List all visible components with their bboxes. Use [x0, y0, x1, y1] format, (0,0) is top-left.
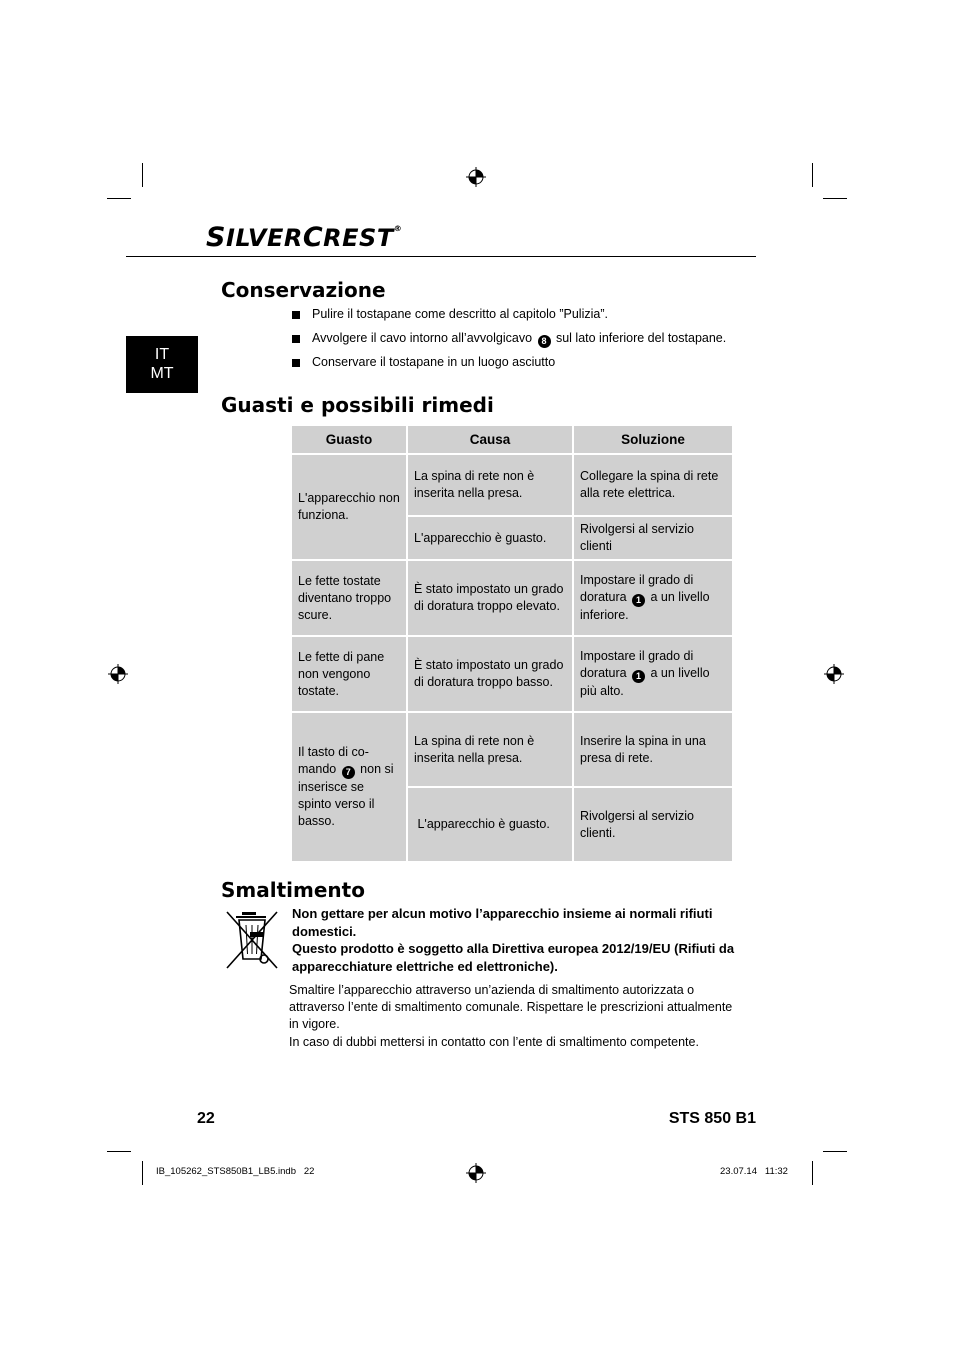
language-code-it: IT	[154, 346, 170, 363]
crop-mark	[812, 1161, 813, 1185]
troubleshooting-table	[290, 424, 734, 863]
crop-mark	[823, 1151, 847, 1152]
language-code-mt: MT	[150, 365, 174, 382]
cell-soluzione: Collegare la spina di rete alla rete elettrica.	[573, 454, 733, 516]
cell-causa: L'apparecchio è guasto.	[407, 516, 573, 560]
cell-guasto: Le fette tostate diventano troppo scure.	[291, 560, 407, 636]
section-title-conservazione: Conservazione	[221, 278, 386, 302]
table-header-row	[291, 425, 733, 454]
cell-soluzione: Rivolgersi al servizio clienti.	[573, 787, 733, 862]
brand-logo	[206, 222, 402, 253]
section-title-smaltimento: Smaltimento	[221, 878, 365, 902]
crop-mark	[812, 163, 813, 187]
part-number-badge: 8	[538, 335, 551, 348]
section-title-guasti: Guasti e possibili rimedi	[221, 393, 494, 417]
table-row	[291, 560, 733, 636]
crossed-out-wheelie-bin-icon	[222, 908, 284, 970]
part-number-badge: 7	[342, 766, 355, 779]
cell-causa: È stato impostato un grado di doratura troppo basso.	[407, 636, 573, 712]
registration-target-icon	[108, 664, 128, 684]
part-number-badge: 1	[632, 670, 645, 683]
language-tab	[126, 336, 198, 393]
disposal-warning	[292, 905, 737, 975]
list-item	[292, 355, 726, 379]
cell-text-part: Impostare il grado di doratura	[580, 649, 694, 680]
cell-text-part: a un livello più alto.	[580, 666, 710, 698]
disposal-instructions	[289, 982, 739, 1051]
cell-causa: L'apparecchio è guasto.	[407, 787, 573, 862]
table-row	[291, 454, 733, 516]
column-header-soluzione: Soluzione	[573, 425, 733, 454]
registration-target-icon	[824, 664, 844, 684]
cell-soluzione: Rivolgersi al servizio clienti	[573, 516, 733, 560]
square-bullet-icon	[292, 311, 300, 319]
disposal-paragraph: Smaltire l’apparecchio attraverso un’azienda di smaltimento autorizzata o attraverso l’ente di smaltimento comunale. Rispettare le prescrizioni attualmente in vigore.	[289, 983, 733, 1032]
registration-target-icon	[466, 1163, 486, 1183]
bullet-text	[312, 331, 726, 348]
table-row	[291, 712, 733, 787]
model-number: STS 850 B1	[668, 1110, 756, 1127]
storage-bullet-list	[292, 307, 726, 379]
crop-mark	[142, 163, 143, 187]
crop-mark	[142, 1161, 143, 1185]
crop-mark	[107, 1151, 131, 1152]
list-item	[292, 331, 726, 355]
print-timestamp: 23.07.14 11:32	[720, 1166, 788, 1177]
list-item	[292, 307, 726, 331]
registration-target-icon	[466, 167, 486, 187]
cell-guasto	[291, 712, 407, 862]
bullet-text-part: Avvolgere il cavo intorno all’avvolgicavo	[312, 331, 536, 345]
disposal-warning-directive: Questo prodotto è soggetto alla Direttiva europea 2012/19/EU (Rifiuti da apparecchiature elettriche ed elettroniche).	[292, 941, 735, 974]
print-file-info: IB_105262_STS850B1_LB5.indb 22	[156, 1166, 315, 1177]
cell-guasto: Le fette di pane non vengono tostate.	[291, 636, 407, 712]
page-number: 22	[197, 1110, 215, 1127]
cell-causa: La spina di rete non è inserita nella presa.	[407, 454, 573, 516]
cell-soluzione: Inserire la spina in una presa di rete.	[573, 712, 733, 787]
cell-causa: È stato impostato un grado di doratura troppo elevato.	[407, 560, 573, 636]
registered-mark: ®	[393, 224, 403, 233]
cell-guasto: L'apparecchio non funziona.	[291, 454, 407, 560]
brand-logo-text: SILVERCREST	[206, 222, 394, 253]
column-header-guasto: Guasto	[291, 425, 407, 454]
bullet-text: Conservare il tostapane in un luogo asciutto	[312, 355, 556, 369]
bullet-text: Pulire il tostapane come descritto al capitolo ”Pulizia”.	[312, 307, 608, 321]
cell-soluzione	[573, 560, 733, 636]
crop-mark	[823, 198, 847, 199]
disposal-paragraph: In caso di dubbi mettersi in contatto con l’ente di smaltimento competente.	[289, 1034, 699, 1049]
square-bullet-icon	[292, 335, 300, 343]
cell-text-part: Il tasto di co-mando	[298, 745, 369, 776]
cell-text-part: non si inserisce se spinto verso il basso.	[298, 762, 394, 828]
column-header-causa: Causa	[407, 425, 573, 454]
cell-causa: La spina di rete non è inserita nella presa.	[407, 712, 573, 787]
table-row	[291, 636, 733, 712]
header-rule	[126, 256, 756, 257]
cell-text-part: a un livello inferiore.	[580, 590, 710, 622]
cell-text-part: Impostare il grado di doratura	[580, 573, 694, 604]
cell-soluzione	[573, 636, 733, 712]
crop-mark	[107, 198, 131, 199]
part-number-badge: 1	[632, 594, 645, 607]
disposal-warning-household: Non gettare per alcun motivo l’apparecchio insieme ai normali rifiuti domestici.	[292, 906, 713, 939]
square-bullet-icon	[292, 359, 300, 367]
bullet-text-part: sul lato inferiore del tostapane.	[552, 331, 727, 345]
